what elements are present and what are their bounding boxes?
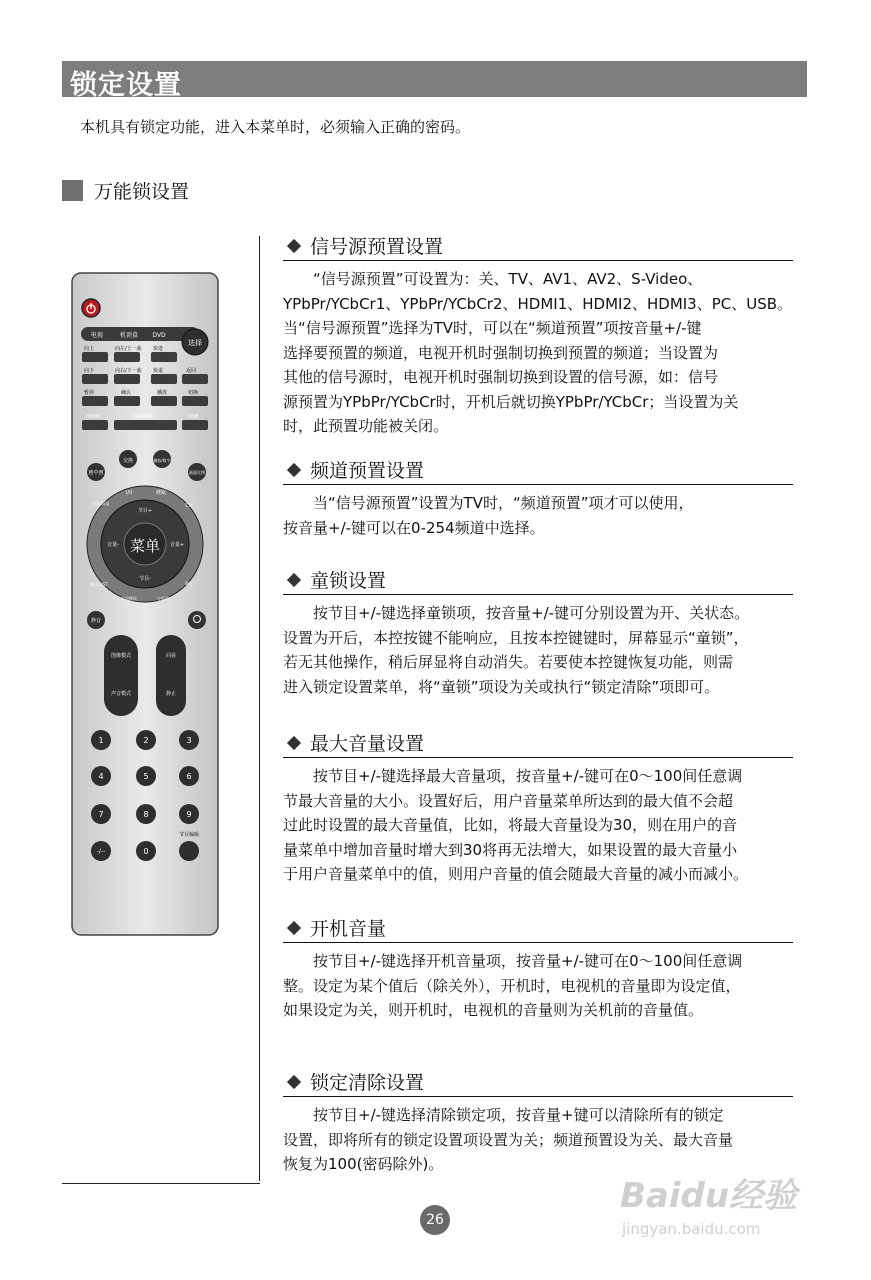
diamond-bullet-icon (287, 238, 301, 252)
svg-text:播放: 播放 (157, 390, 168, 396)
svg-text:电视/视频: 电视/视频 (131, 414, 153, 420)
svg-text:-/--: -/-- (96, 848, 106, 855)
diamond-bullet-icon (287, 1074, 301, 1088)
svg-text:8: 8 (143, 810, 149, 819)
watermark-url: jingyan.baidu.com (622, 1220, 761, 1238)
svg-text:返回: 返回 (186, 368, 197, 374)
remote-control-illustration (71, 272, 219, 936)
svg-text:声音模式: 声音模式 (110, 691, 132, 697)
svg-text:静音: 静音 (90, 618, 102, 624)
section-title: 信号源预置设置 (310, 236, 444, 258)
svg-text:音量+: 音量+ (169, 542, 185, 548)
page-title: 锁定设置 (70, 70, 182, 101)
select-label: 选择 (188, 339, 202, 347)
diamond-bullet-icon (287, 735, 301, 749)
section-body: 按节目+/-键选择童锁项，按音量+/-键可分别设置为开、关状态。 设置为开后，本控按键不能响应，且按本控键键时，屏幕显示“童锁”， 若无其他操作，稍后屏显将自动消失。若要使本控键恢复功能，则需 进入锁定设置菜单，将“童锁”项设为关或执行“锁定清除”项即可。 (283, 604, 750, 696)
page-number: 26 (420, 1205, 450, 1235)
svg-text:回看: 回看 (165, 653, 177, 659)
svg-text:暂停: 暂停 (84, 390, 95, 396)
svg-text:6: 6 (186, 772, 192, 781)
svg-text:HDMI: HDMI (86, 414, 100, 420)
section-title: 频道预置设置 (310, 460, 425, 482)
svg-text:画中画: 画中画 (88, 470, 104, 476)
recall-freeze-pill (156, 635, 186, 716)
diamond-bullet-icon (287, 462, 301, 476)
section-body: 按节目+/-键选择最大音量项，按音量+/-键可在0～100间任意调 节最大音量的大小。设置好后，用户音量菜单所达到的最大值不会超 过此时设置的最大音量值，比如，将最大音量设为30，则在用户的音 量菜单中增加音量时增大到30将再无法增大，如果设置的最大音量小 于用户音量菜单中的值，则用户音量的值会随最大音量的减小而减小。 (283, 767, 749, 883)
column-divider (259, 236, 260, 1181)
svg-text:3: 3 (186, 736, 192, 745)
svg-text:5: 5 (143, 772, 149, 781)
svg-text:画面比例: 画面比例 (189, 470, 205, 475)
diamond-bullet-icon (287, 920, 301, 934)
svg-text:向下: 向下 (84, 368, 95, 374)
svg-text:9: 9 (186, 810, 192, 819)
svg-text:图像模式: 图像模式 (110, 653, 132, 659)
menu-label: 菜单 (129, 537, 161, 555)
svg-text:节目+: 节目+ (137, 508, 153, 514)
svg-text:暖灯: 暖灯 (185, 581, 193, 586)
svg-text:交换: 交换 (122, 458, 134, 464)
subheading-square-icon (62, 180, 83, 201)
svg-text:静止: 静止 (165, 691, 177, 697)
section-title: 童锁设置 (310, 570, 387, 592)
svg-text:向左/上一曲: 向左/上一曲 (115, 346, 142, 352)
picture-sound-mode-pill (104, 635, 138, 716)
svg-text:向右/下一曲: 向右/下一曲 (115, 368, 142, 374)
svg-text:模拟/数字: 模拟/数字 (153, 458, 171, 463)
section-body: “信号源预置”可设置为：关、TV、AV1、AV2、S-Video、 YPbPr/YCbCr1、YPbPr/YCbCr2、HDMI1、HDMI2、HDMI3、PC、USB。 当“信号源预置”选择为TV时，可以在“频道预置”项按音量+/-键 选择要预置的频道，电视开机时强制切换到预置的频道；当设置为 其他的信号源时，电视开机时强制切换到设置的信号源，如：信号 源预置为YPbPr/YCbCr时，开机后就切换YPbPr/YCbCr；当设置为关 时，此预置功能被关闭。 (283, 270, 793, 435)
bottom-rule (62, 1183, 260, 1184)
svg-text:节目-: 节目- (139, 576, 151, 582)
mode-label: 电视 (90, 332, 104, 339)
diamond-bullet-icon (287, 572, 301, 586)
light-button (188, 611, 206, 629)
svg-text:4: 4 (98, 772, 104, 781)
svg-text:向上: 向上 (84, 346, 95, 352)
watermark-logo: Baidu经验 (620, 1176, 798, 1216)
mode-label: 机顶盒 (119, 332, 139, 339)
svg-text:万能锁: 万能锁 (157, 596, 169, 601)
mode-label: DVD (152, 332, 166, 339)
section-child-lock (283, 565, 793, 699)
svg-text:时间跳跃: 时间跳跃 (121, 596, 137, 601)
section-title: 锁定清除设置 (310, 1072, 425, 1094)
svg-text:1: 1 (98, 736, 104, 745)
title-banner (62, 61, 807, 101)
section-title: 开机音量 (310, 918, 387, 940)
svg-text:7: 7 (98, 810, 104, 819)
watermark (610, 1150, 820, 1250)
svg-text:图文/LIST: 图文/LIST (90, 582, 108, 587)
section-signal-source-preset (283, 231, 793, 439)
section-max-volume (283, 728, 793, 887)
svg-text:确认: 确认 (121, 390, 132, 396)
svg-text:快进: 快进 (153, 346, 164, 352)
svg-text:USB: USB (188, 414, 199, 420)
svg-text:节目编辑: 节目编辑 (178, 832, 200, 838)
intro-text: 本机具有锁定功能，进入本菜单时，必须输入正确的密码。 (80, 118, 471, 136)
section-channel-preset (283, 455, 793, 540)
svg-text:切换: 切换 (188, 390, 199, 396)
svg-text:2: 2 (143, 736, 149, 745)
svg-text:CH: CH (185, 503, 193, 509)
svg-text:音量-: 音量- (107, 542, 119, 548)
section-body: 按节目+/-键选择开机音量项，按音量+/-键可在0～100间任意调 整。设定为某个值后（除关外），开机时，电视机的音量即为设定值， 如果设定为关，则开机时，电视机的音量则为关机前的音量值。 (283, 952, 743, 1019)
svg-text:快退: 快退 (153, 368, 164, 374)
svg-text:0: 0 (143, 847, 149, 856)
svg-text:睡眠: 睡眠 (155, 490, 167, 496)
section-title: 最大音量设置 (310, 733, 425, 755)
section-power-on-volume (283, 913, 793, 1023)
svg-text:电视/屏显: 电视/屏显 (92, 501, 110, 506)
section-body: 当“信号源预置”设置为TV时，“频道预置”项才可以使用， 按音量+/-键可以在0-254频道中选择。 (283, 494, 694, 537)
svg-text:I/II: I/II (125, 490, 133, 496)
subheading: 万能锁设置 (94, 181, 190, 203)
section-body: 按节目+/-键选择清除锁定项，按音量+键可以清除所有的锁定 设置，即将所有的锁定设置项设置为关；频道预置设为关、最大音量 恢复为100(密码除外)。 (283, 1106, 734, 1173)
